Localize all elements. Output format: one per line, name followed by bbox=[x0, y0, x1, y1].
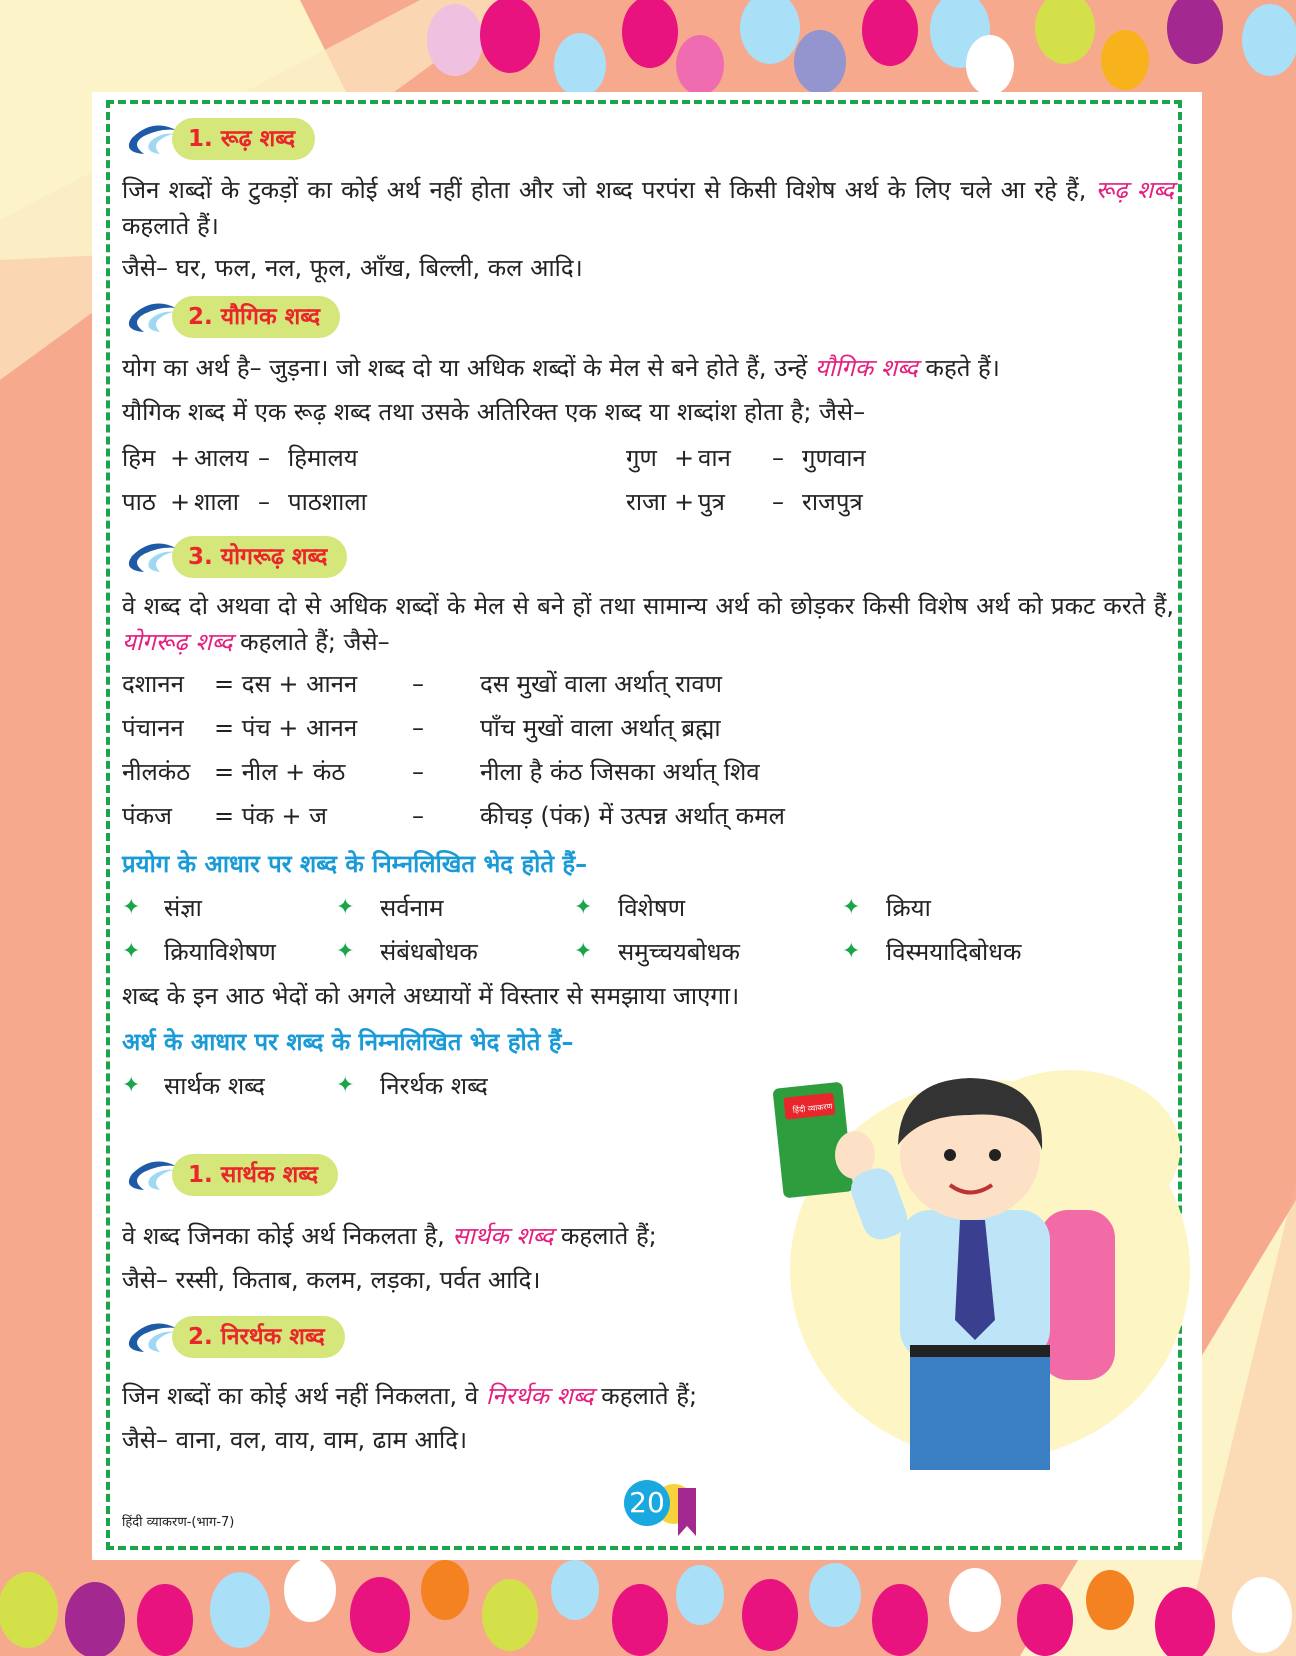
compound-word: दशानन bbox=[122, 670, 184, 698]
section-title: 2. निरर्थक शब्द bbox=[172, 1316, 345, 1358]
compound-split: = नील + कंठ bbox=[214, 758, 346, 786]
pair-word: राजा bbox=[626, 488, 667, 516]
term-highlight: रूढ़ शब्द bbox=[1095, 176, 1174, 204]
definition-text: कहते हैं। bbox=[925, 354, 1000, 382]
definition-text: वे शब्द दो अथवा दो से अधिक शब्दों के मेल से बने हों तथा सामान्य अर्थ को छोड़कर किसी विशेष अर्थ को प्रकट करते हैं, bbox=[122, 592, 1174, 620]
definition-text: जिन शब्दों का कोई अर्थ नहीं निकलता, वे bbox=[122, 1382, 479, 1410]
definition-sarthak bbox=[122, 1218, 657, 1254]
section-title: 2. यौगिक शब्द bbox=[172, 296, 340, 338]
swirl-icon bbox=[122, 122, 178, 158]
example-sarthak: जैसे– रस्सी, किताब, कलम, लड़का, पर्वत आदि। bbox=[122, 1266, 541, 1294]
footer-book-title: हिंदी व्याकरण-(भाग-7) bbox=[122, 1515, 235, 1530]
definition-yogrudh bbox=[122, 588, 1174, 660]
bullet-icon: ✦ bbox=[122, 939, 141, 964]
term-highlight: योगरूढ़ शब्द bbox=[122, 628, 233, 656]
meaning-heading: अर्थ के आधार पर शब्द के निम्नलिखित भेद होते हैं– bbox=[122, 1028, 574, 1056]
definition-text: जिन शब्दों के टुकड़ों का कोई अर्थ नहीं होता और जो शब्द परपंरा से किसी विशेष अर्थ के लिए चले आ रहे हैं, bbox=[122, 176, 1087, 204]
usage-note: शब्द के इन आठ भेदों को अगले अध्यायों में विस्तार से समझाया जाएगा। bbox=[122, 982, 740, 1010]
example-nirarthak: जैसे– वाना, वल, वाय, वाम, ढाम आदि। bbox=[122, 1426, 468, 1454]
bullet-icon: ✦ bbox=[122, 895, 141, 920]
pair-result: राजपुत्र bbox=[802, 488, 863, 516]
usage-item: विस्मयादिबोधक bbox=[886, 938, 1022, 966]
usage-item: सर्वनाम bbox=[380, 894, 444, 922]
book-cover-text: हिंदी व्याकरण bbox=[792, 1101, 833, 1115]
plus-sign: + bbox=[674, 488, 695, 516]
bullet-icon: ✦ bbox=[122, 1073, 141, 1098]
swirl-icon bbox=[122, 1320, 178, 1356]
term-highlight: सार्थक शब्द bbox=[452, 1222, 554, 1250]
dash-sign: – bbox=[412, 758, 424, 786]
pair-result: गुणवान bbox=[802, 444, 866, 472]
dash-sign: – bbox=[412, 670, 424, 698]
definition-text: योग का अर्थ है– जुड़ना। जो शब्द दो या अधिक शब्दों के मेल से बने होते हैं, उन्हें bbox=[122, 354, 808, 382]
definition-text: कहलाते हैं। bbox=[122, 212, 219, 240]
dash-sign: – bbox=[772, 444, 784, 472]
pair-word: पाठ bbox=[122, 488, 156, 516]
swirl-icon bbox=[122, 540, 178, 576]
term-highlight: यौगिक शब्द bbox=[814, 354, 918, 382]
pair-word: वान bbox=[698, 444, 731, 472]
definition-text: कहलाते हैं; जैसे– bbox=[240, 628, 390, 656]
usage-item: संबंधबोधक bbox=[380, 938, 478, 966]
yaugik-note: यौगिक शब्द में एक रूढ़ शब्द तथा उसके अतिरिक्त एक शब्द या शब्दांश होता है; जैसे– bbox=[122, 398, 866, 426]
swirl-icon bbox=[122, 1158, 178, 1194]
usage-item: विशेषण bbox=[618, 894, 686, 922]
swirl-icon bbox=[122, 300, 178, 336]
definition-text: वे शब्द जिनका कोई अर्थ निकलता है, bbox=[122, 1222, 445, 1250]
definition-nirarthak bbox=[122, 1378, 697, 1414]
compound-meaning: कीचड़ (पंक) में उत्पन्न अर्थात् कमल bbox=[480, 802, 785, 830]
definition-yaugik bbox=[122, 350, 1000, 386]
definition-rudh bbox=[122, 172, 1174, 244]
bullet-icon: ✦ bbox=[842, 939, 861, 964]
dash-sign: – bbox=[412, 714, 424, 742]
boy-with-book-illustration bbox=[770, 1060, 1190, 1480]
section-title: 3. योगरूढ़ शब्द bbox=[172, 536, 347, 578]
bullet-icon: ✦ bbox=[574, 939, 593, 964]
usage-item: संज्ञा bbox=[164, 894, 202, 922]
compound-split: = पंक + ज bbox=[214, 802, 327, 830]
compound-split: = दस + आनन bbox=[214, 670, 358, 698]
plus-sign: + bbox=[170, 488, 191, 516]
pair-word: पुत्र bbox=[698, 488, 725, 516]
bullet-icon: ✦ bbox=[336, 1073, 355, 1098]
bullet-icon: ✦ bbox=[574, 895, 593, 920]
compound-split: = पंच + आनन bbox=[214, 714, 358, 742]
pair-result: पाठशाला bbox=[288, 488, 367, 516]
usage-item: समुच्चयबोधक bbox=[618, 938, 740, 966]
usage-heading: प्रयोग के आधार पर शब्द के निम्नलिखित भेद होते हैं– bbox=[122, 850, 588, 878]
compound-meaning: दस मुखों वाला अर्थात् रावण bbox=[480, 670, 723, 698]
compound-word: नीलकंठ bbox=[122, 758, 191, 786]
definition-text: कहलाते हैं; bbox=[560, 1222, 657, 1250]
dash-sign: – bbox=[412, 802, 424, 830]
compound-word: पंकज bbox=[122, 802, 172, 830]
section-title: 1. रूढ़ शब्द bbox=[172, 118, 315, 160]
page-number: 20 bbox=[624, 1480, 670, 1526]
definition-text: कहलाते हैं; bbox=[601, 1382, 698, 1410]
dash-sign: – bbox=[772, 488, 784, 516]
bullet-icon: ✦ bbox=[336, 895, 355, 920]
pair-word: आलय bbox=[194, 444, 249, 472]
usage-item: क्रिया bbox=[886, 894, 931, 922]
section-title: 1. सार्थक शब्द bbox=[172, 1154, 338, 1196]
plus-sign: + bbox=[170, 444, 191, 472]
bullet-icon: ✦ bbox=[336, 939, 355, 964]
plus-sign: + bbox=[674, 444, 695, 472]
usage-item: क्रियाविशेषण bbox=[164, 938, 276, 966]
pair-result: हिमालय bbox=[288, 444, 358, 472]
pair-word: गुण bbox=[626, 444, 657, 472]
meaning-item: सार्थक शब्द bbox=[164, 1072, 265, 1100]
dash-sign: – bbox=[258, 444, 270, 472]
compound-meaning: पाँच मुखों वाला अर्थात् ब्रह्मा bbox=[480, 714, 721, 742]
compound-word: पंचानन bbox=[122, 714, 184, 742]
pair-word: हिम bbox=[122, 444, 156, 472]
term-highlight: निरर्थक शब्द bbox=[485, 1382, 594, 1410]
meaning-item: निरर्थक शब्द bbox=[380, 1072, 488, 1100]
compound-meaning: नीला है कंठ जिसका अर्थात् शिव bbox=[480, 758, 760, 786]
example-rudh: जैसे– घर, फल, नल, फूल, आँख, बिल्ली, कल आदि। bbox=[122, 254, 583, 282]
dash-sign: – bbox=[258, 488, 270, 516]
pair-word: शाला bbox=[194, 488, 240, 516]
bullet-icon: ✦ bbox=[842, 895, 861, 920]
